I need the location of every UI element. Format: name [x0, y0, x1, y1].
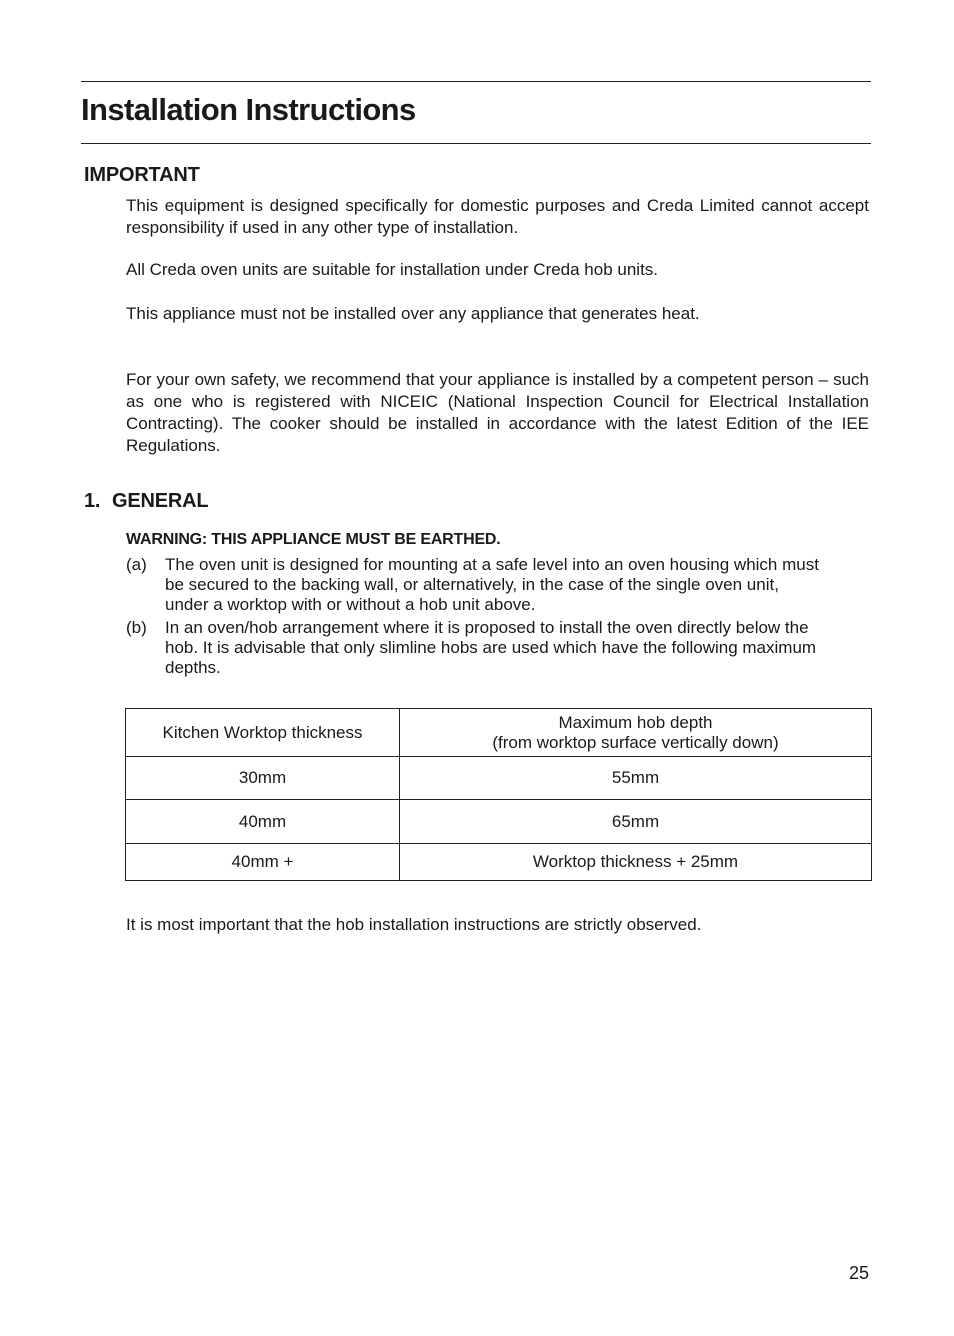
title-rule	[81, 143, 871, 144]
table-header-row	[126, 709, 872, 757]
list-marker: (b)	[126, 618, 147, 637]
hob-depth-table	[125, 708, 872, 881]
header-worktop-thickness: Kitchen Worktop thickness	[126, 709, 400, 757]
table-cell: 55mm	[400, 757, 872, 800]
list-marker: (a)	[126, 555, 147, 574]
top-rule	[81, 81, 871, 82]
section-title: GENERAL	[112, 490, 209, 512]
table-cell: 40mm	[126, 800, 400, 844]
important-heading: IMPORTANT	[84, 164, 200, 186]
important-paragraph-1: This equipment is designed specifically for domestic purposes and Creda Limited cannot accept responsibility if used in any other type of installation.	[126, 196, 869, 237]
page-number: 25	[849, 1263, 870, 1283]
header-max-hob-depth-label: Maximum hob depth	[558, 712, 713, 732]
header-max-hob-depth-note: (from worktop surface vertically down)	[492, 732, 779, 752]
closing-paragraph: It is most important that the hob installation instructions are strictly observed.	[126, 915, 702, 934]
table-row	[126, 800, 872, 844]
important-paragraph-2: All Creda oven units are suitable for installation under Creda hob units.	[126, 260, 659, 279]
table-cell: 40mm +	[126, 844, 400, 881]
table-row	[126, 757, 872, 800]
important-paragraph-4: For your own safety, we recommend that your appliance is installed by a competent person – such as one who is registered with NICEIC (National Inspection Council for Electrical Installation Contracting). The cooker should be installed in accordance with the latest Edition of the IEE Regulations.	[126, 370, 869, 455]
section-number: 1.	[84, 490, 101, 512]
earth-warning: WARNING: THIS APPLIANCE MUST BE EARTHED.	[126, 531, 501, 548]
list-text: The oven unit is designed for mounting at a safe level into an oven housing which must be secured to the backing wall, or alternatively, in the case of the single oven unit, under a worktop with or without a hob unit above.	[165, 555, 819, 614]
table-cell: 30mm	[126, 757, 400, 800]
list-text: In an oven/hob arrangement where it is proposed to install the oven directly below the hob. It is advisable that only slimline hobs are used which have the following maximum depths.	[165, 618, 817, 677]
table-cell: Worktop thickness + 25mm	[400, 844, 872, 881]
general-heading	[84, 489, 208, 513]
table-row	[126, 844, 872, 881]
header-max-hob-depth	[400, 709, 872, 757]
important-paragraph-3: This appliance must not be installed over any appliance that generates heat.	[126, 304, 700, 323]
table-cell: 65mm	[400, 800, 872, 844]
page-title: Installation Instructions	[81, 92, 416, 127]
